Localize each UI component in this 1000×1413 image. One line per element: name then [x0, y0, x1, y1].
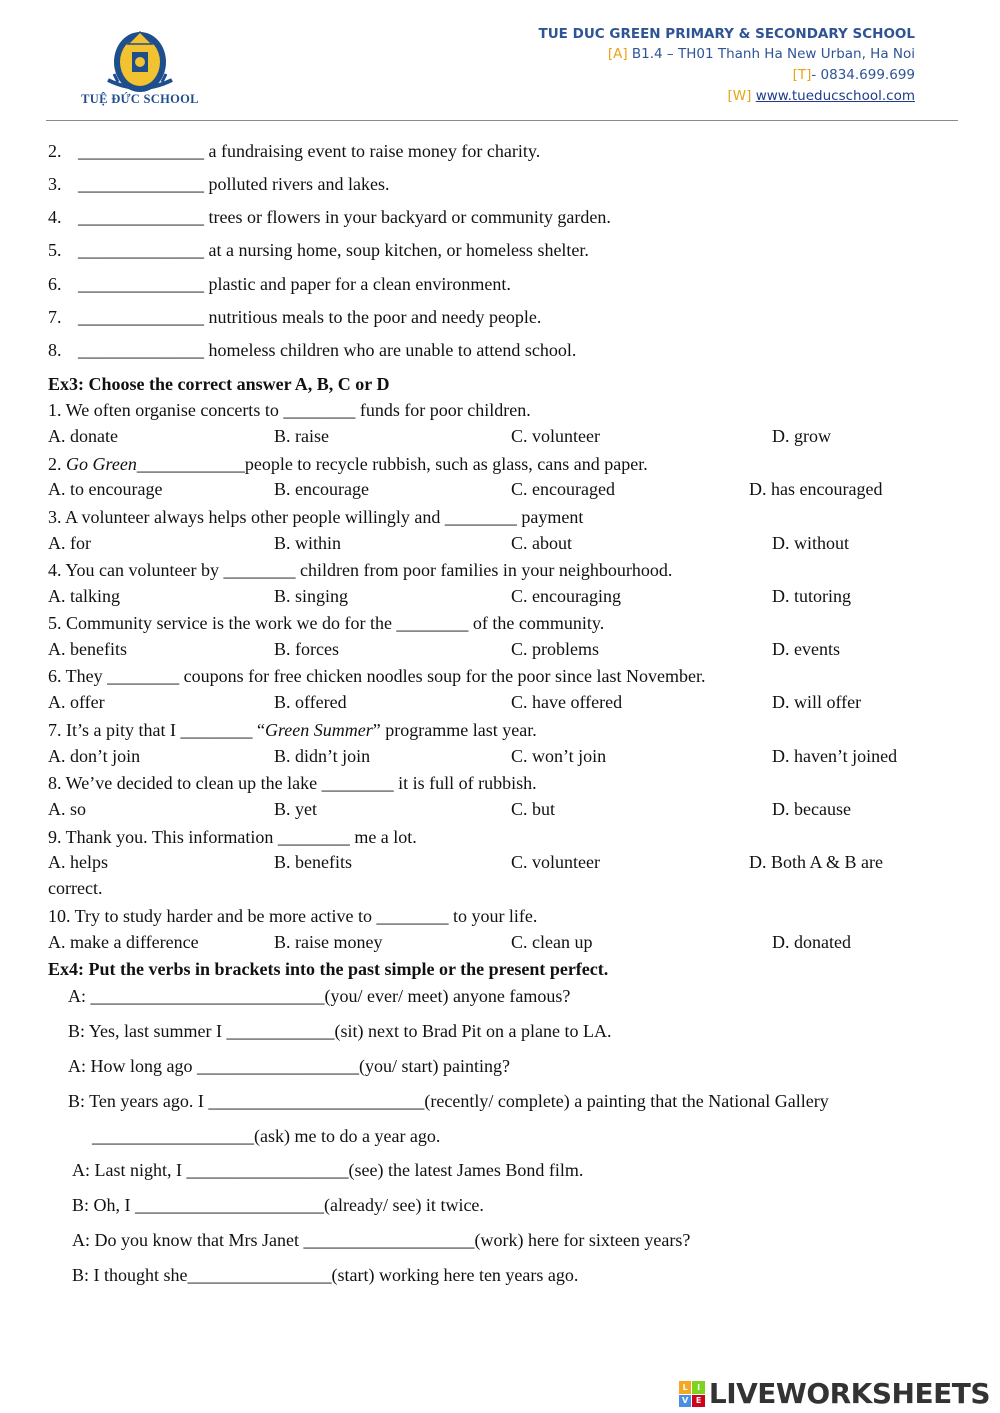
- question-text: 4. You can volunteer by ________ children from poor families in your neighbourhood.: [48, 560, 673, 580]
- option-c[interactable]: C. but: [511, 799, 556, 819]
- option-b[interactable]: B. forces: [274, 639, 339, 659]
- option-a[interactable]: A. so: [48, 799, 87, 819]
- option-c[interactable]: C. about: [511, 533, 572, 553]
- option-a[interactable]: A. offer: [48, 692, 105, 712]
- dialogue-line[interactable]: B: I thought she________________(start) working here ten years ago.: [72, 1265, 579, 1285]
- school-name: TUE DUC GREEN PRIMARY & SECONDARY SCHOOL: [538, 26, 915, 42]
- option-a[interactable]: A. to encourage: [48, 479, 163, 499]
- school-phone: [793, 65, 915, 86]
- option-d[interactable]: D. Both A & B are: [749, 852, 883, 872]
- school-website: [728, 86, 915, 107]
- list-item: 3. ______________ polluted rivers and lakes.: [48, 174, 390, 194]
- option-d[interactable]: D. without: [772, 533, 850, 553]
- answer-blank[interactable]: ______________: [78, 240, 204, 260]
- school-crest-icon: [78, 22, 202, 98]
- answer-blank[interactable]: ______________: [78, 274, 204, 294]
- phone-text: - 0834.699.699: [811, 67, 915, 83]
- option-a[interactable]: A. make a difference: [48, 932, 199, 952]
- school-address: [608, 44, 915, 65]
- option-b[interactable]: B. singing: [274, 586, 349, 606]
- option-d[interactable]: D. will offer: [772, 692, 862, 712]
- dialogue-line[interactable]: A: Last night, I __________________(see) the latest James Bond film.: [72, 1160, 584, 1180]
- dialogue-line[interactable]: B: Yes, last summer I ____________(sit) next to Brad Pit on a plane to LA.: [68, 1021, 612, 1041]
- answer-blank[interactable]: ______________: [78, 207, 204, 227]
- school-logo-text: TUỆ ĐỨC SCHOOL: [81, 92, 199, 106]
- question-text: 9. Thank you. This information ________ me a lot.: [48, 827, 417, 847]
- liveworksheets-wordmark: LIVEWORKSHEETS: [708, 1377, 990, 1410]
- address-text: B1.4 – TH01 Thanh Ha New Urban, Ha Noi: [627, 46, 915, 62]
- answer-blank[interactable]: ______________: [78, 174, 204, 194]
- option-d[interactable]: D. because: [772, 799, 851, 819]
- option-a[interactable]: A. benefits: [48, 639, 127, 659]
- option-d[interactable]: D. has encouraged: [749, 479, 883, 499]
- option-a[interactable]: A. talking: [48, 586, 120, 606]
- dialogue-line[interactable]: B: Ten years ago. I ________________________(recently/ complete) a painting that the National Gallery: [68, 1091, 829, 1111]
- option-b[interactable]: B. yet: [274, 799, 317, 819]
- list-item: 7. ______________ nutritious meals to the poor and needy people.: [48, 307, 542, 327]
- option-c[interactable]: C. problems: [511, 639, 599, 659]
- question-text: 5. Community service is the work we do for the ________ of the community.: [48, 613, 605, 633]
- dialogue-line[interactable]: A: How long ago __________________(you/ start) painting?: [68, 1056, 510, 1076]
- list-item: 4. ______________ trees or flowers in your backyard or community garden.: [48, 207, 611, 227]
- address-tag: [A]: [607, 46, 628, 62]
- option-c[interactable]: C. volunteer: [511, 426, 600, 446]
- option-d[interactable]: D. donated: [772, 932, 851, 952]
- option-a[interactable]: A. donate: [48, 426, 118, 446]
- option-b[interactable]: B. within: [274, 533, 342, 553]
- option-d-continued: correct.: [48, 878, 103, 898]
- dialogue-line[interactable]: B: Oh, I _____________________(already/ see) it twice.: [72, 1195, 484, 1215]
- option-d[interactable]: D. haven’t joined: [772, 746, 898, 766]
- list-item: 2. ______________ a fundraising event to raise money for charity.: [48, 141, 541, 161]
- question-text: 7. It’s a pity that I ________ “Green Summer” programme last year.: [48, 720, 537, 740]
- option-b[interactable]: B. raise: [274, 426, 329, 446]
- question-text: 1. We often organise concerts to ________ funds for poor children.: [48, 400, 531, 420]
- option-b[interactable]: B. raise money: [274, 932, 383, 952]
- list-item: 5. ______________ at a nursing home, soup kitchen, or homeless shelter.: [48, 240, 589, 260]
- question-text: 8. We’ve decided to clean up the lake ________ it is full of rubbish.: [48, 773, 537, 793]
- list-item: 6. ______________ plastic and paper for a clean environment.: [48, 274, 511, 294]
- option-d[interactable]: D. tutoring: [772, 586, 851, 606]
- dialogue-line[interactable]: __________________(ask) me to do a year ago.: [92, 1126, 441, 1146]
- list-item: 8. ______________ homeless children who are unable to attend school.: [48, 340, 577, 360]
- option-c[interactable]: C. encouraged: [511, 479, 615, 499]
- ex4-title: Ex4: Put the verbs in brackets into the past simple or the present perfect.: [48, 959, 609, 979]
- liveworksheets-brand: [679, 1379, 990, 1409]
- liveworksheets-icon: L I V E: [679, 1381, 705, 1407]
- option-c[interactable]: C. won’t join: [511, 746, 607, 766]
- dialogue-line[interactable]: A: Do you know that Mrs Janet ___________________(work) here for sixteen years?: [72, 1230, 691, 1250]
- header-divider: [46, 120, 958, 121]
- option-c[interactable]: C. volunteer: [511, 852, 600, 872]
- option-d[interactable]: D. events: [772, 639, 840, 659]
- question-text: 10. Try to study harder and be more active to ________ to your life.: [48, 906, 538, 926]
- option-d[interactable]: D. grow: [772, 426, 831, 446]
- option-a[interactable]: A. don’t join: [48, 746, 141, 766]
- option-b[interactable]: B. offered: [274, 692, 347, 712]
- dialogue-line[interactable]: A: __________________________(you/ ever/ meet) anyone famous?: [68, 986, 571, 1006]
- option-a[interactable]: A. helps: [48, 852, 108, 872]
- option-a[interactable]: A. for: [48, 533, 91, 553]
- answer-blank[interactable]: ______________: [78, 307, 204, 327]
- question-text: 6. They ________ coupons for free chicken noodles soup for the poor since last November.: [48, 666, 706, 686]
- web-tag: [W]: [727, 88, 752, 104]
- option-c[interactable]: C. encouraging: [511, 586, 621, 606]
- option-c[interactable]: C. clean up: [511, 932, 593, 952]
- phone-tag: [T]: [792, 67, 812, 83]
- ex3-title: Ex3: Choose the correct answer A, B, C or D: [48, 374, 390, 394]
- website-link[interactable]: www.tueducschool.com: [755, 88, 915, 104]
- answer-blank[interactable]: ______________: [78, 340, 204, 360]
- question-text: 3. A volunteer always helps other people willingly and ________ payment: [48, 507, 584, 527]
- option-b[interactable]: B. encourage: [274, 479, 369, 499]
- option-b[interactable]: B. didn’t join: [274, 746, 371, 766]
- question-text: 2. Go Green____________people to recycle rubbish, such as glass, cans and paper.: [48, 454, 648, 474]
- option-c[interactable]: C. have offered: [511, 692, 623, 712]
- option-b[interactable]: B. benefits: [274, 852, 352, 872]
- answer-blank[interactable]: ______________: [78, 141, 204, 161]
